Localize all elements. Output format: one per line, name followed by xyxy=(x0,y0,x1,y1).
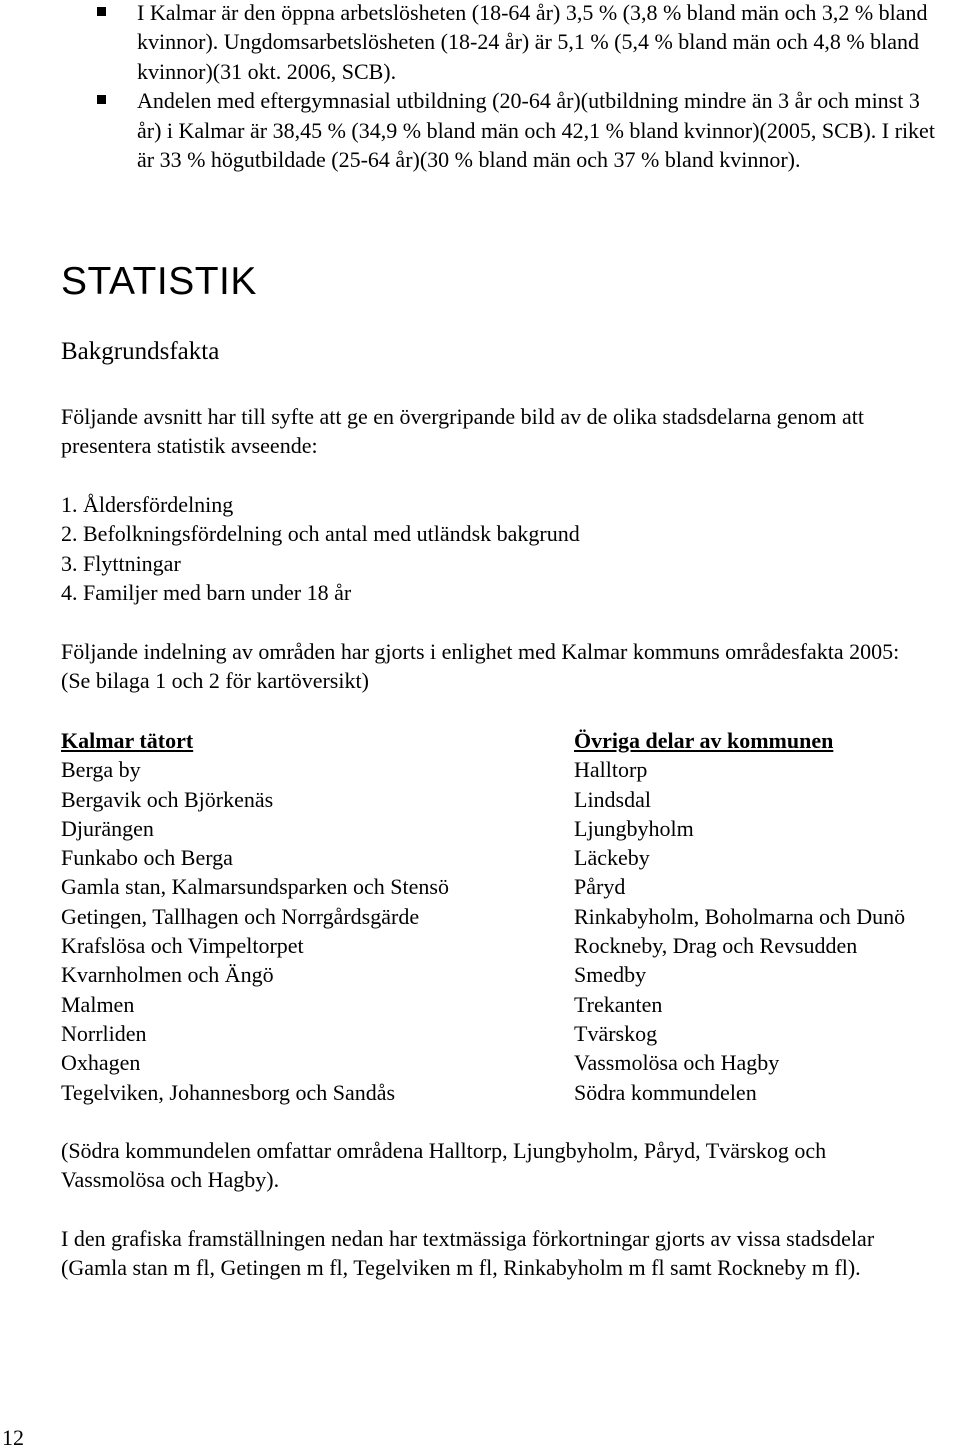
section-heading: STATISTIK xyxy=(61,260,257,303)
numbered-item: 1. Åldersfördelning xyxy=(61,492,234,517)
area-item: Getingen, Tallhagen och Norrgårdsgärde xyxy=(61,903,420,929)
area-item: Oxhagen xyxy=(61,1050,141,1076)
area-item: Rockneby, Drag och Revsudden xyxy=(574,933,858,959)
area-item: Tegelviken, Johannesborg och Sandås xyxy=(61,1079,396,1105)
page-number: 12 xyxy=(2,1425,24,1450)
numbered-item: 4. Familjer med barn under 18 år xyxy=(61,579,352,605)
abbreviation-note-paragraph: I den grafiska framställningen nedan har textmässiga förkortningar gjorts av vissa stadsdelar (Gamla stan m fl, Getingen m fl, Tegelviken m fl, Rinkabyholm m fl samt Rockneby m fl). xyxy=(61,1226,875,1281)
bullet-item-education xyxy=(95,86,945,174)
area-item: Tvärskog xyxy=(574,1020,658,1046)
area-item: Ljungbyholm xyxy=(574,815,694,841)
division-paragraph: Följande indelning av områden har gjorts i enlighet med Kalmar kommuns områdesfakta 2005: (Se bilaga 1 och 2 för kartöversikt) xyxy=(61,639,900,694)
area-item: Kvarnholmen och Ängö xyxy=(61,962,274,988)
column-header: Kalmar tätort xyxy=(61,728,194,753)
bullet-list xyxy=(95,0,945,174)
area-item: Funkabo och Berga xyxy=(61,845,233,871)
area-item: Vassmolösa och Hagby xyxy=(574,1050,780,1076)
square-bullet-icon xyxy=(97,95,106,104)
area-item: Norrliden xyxy=(61,1020,147,1046)
area-item: Läckeby xyxy=(574,845,650,871)
south-note-paragraph: (Södra kommundelen omfattar områdena Halltorp, Ljungbyholm, Påryd, Tvärskog och Vassmolösa och Hagby). xyxy=(61,1138,827,1193)
area-item: Djurängen xyxy=(61,815,154,841)
area-item: Påryd xyxy=(574,874,626,900)
area-item: Trekanten xyxy=(574,991,663,1017)
area-item: Krafslösa och Vimpeltorpet xyxy=(61,933,304,959)
area-item: Södra kommundelen xyxy=(574,1079,757,1105)
bullet-item-unemployment xyxy=(95,0,945,86)
area-item: Bergavik och Björkenäs xyxy=(61,786,274,812)
intro-paragraph: Följande avsnitt har till syfte att ge en övergripande bild av de olika stadsdelarna genom att presentera statistik avseende: xyxy=(61,404,864,459)
column-header: Övriga delar av kommunen xyxy=(574,728,834,753)
bullet-text: I Kalmar är den öppna arbetslösheten (18-64 år) 3,5 % (3,8 % bland män och 3,2 % bland kvinnor). Ungdomsarbetslösheten (18-24 år) är 5,1 % (5,4 % bland män och 4,8 % bland kvinnor)(31 okt. 2006, SCB). xyxy=(137,0,928,84)
section-subheading: Bakgrundsfakta xyxy=(61,338,220,365)
bullet-text: Andelen med eftergymnasial utbildning (20-64 år)(utbildning mindre än 3 år och minst 3 år) i Kalmar är 38,45 % (34,9 % bland män och 42,1 % bland kvinnor)(2005, SCB). I riket är 33 % högutbildade (25-64 år)(30 % bland män och 37 % bland kvinnor). xyxy=(137,88,935,173)
numbered-item: 2. Befolkningsfördelning och antal med utländsk bakgrund xyxy=(61,521,580,547)
numbered-item: 3. Flyttningar xyxy=(61,550,181,576)
area-item: Malmen xyxy=(61,991,135,1017)
area-item: Halltorp xyxy=(574,757,648,783)
ovriga-delar-column xyxy=(574,726,905,1107)
area-item: Lindsdal xyxy=(574,786,651,812)
area-item: Smedby xyxy=(574,962,647,988)
kalmar-tatort-column xyxy=(61,726,449,1107)
area-item: Berga by xyxy=(61,757,141,783)
area-item: Gamla stan, Kalmarsundsparken och Stensö xyxy=(61,874,449,900)
area-item: Rinkabyholm, Boholmarna och Dunö xyxy=(574,903,906,929)
numbered-list xyxy=(61,490,580,607)
square-bullet-icon xyxy=(97,7,106,16)
